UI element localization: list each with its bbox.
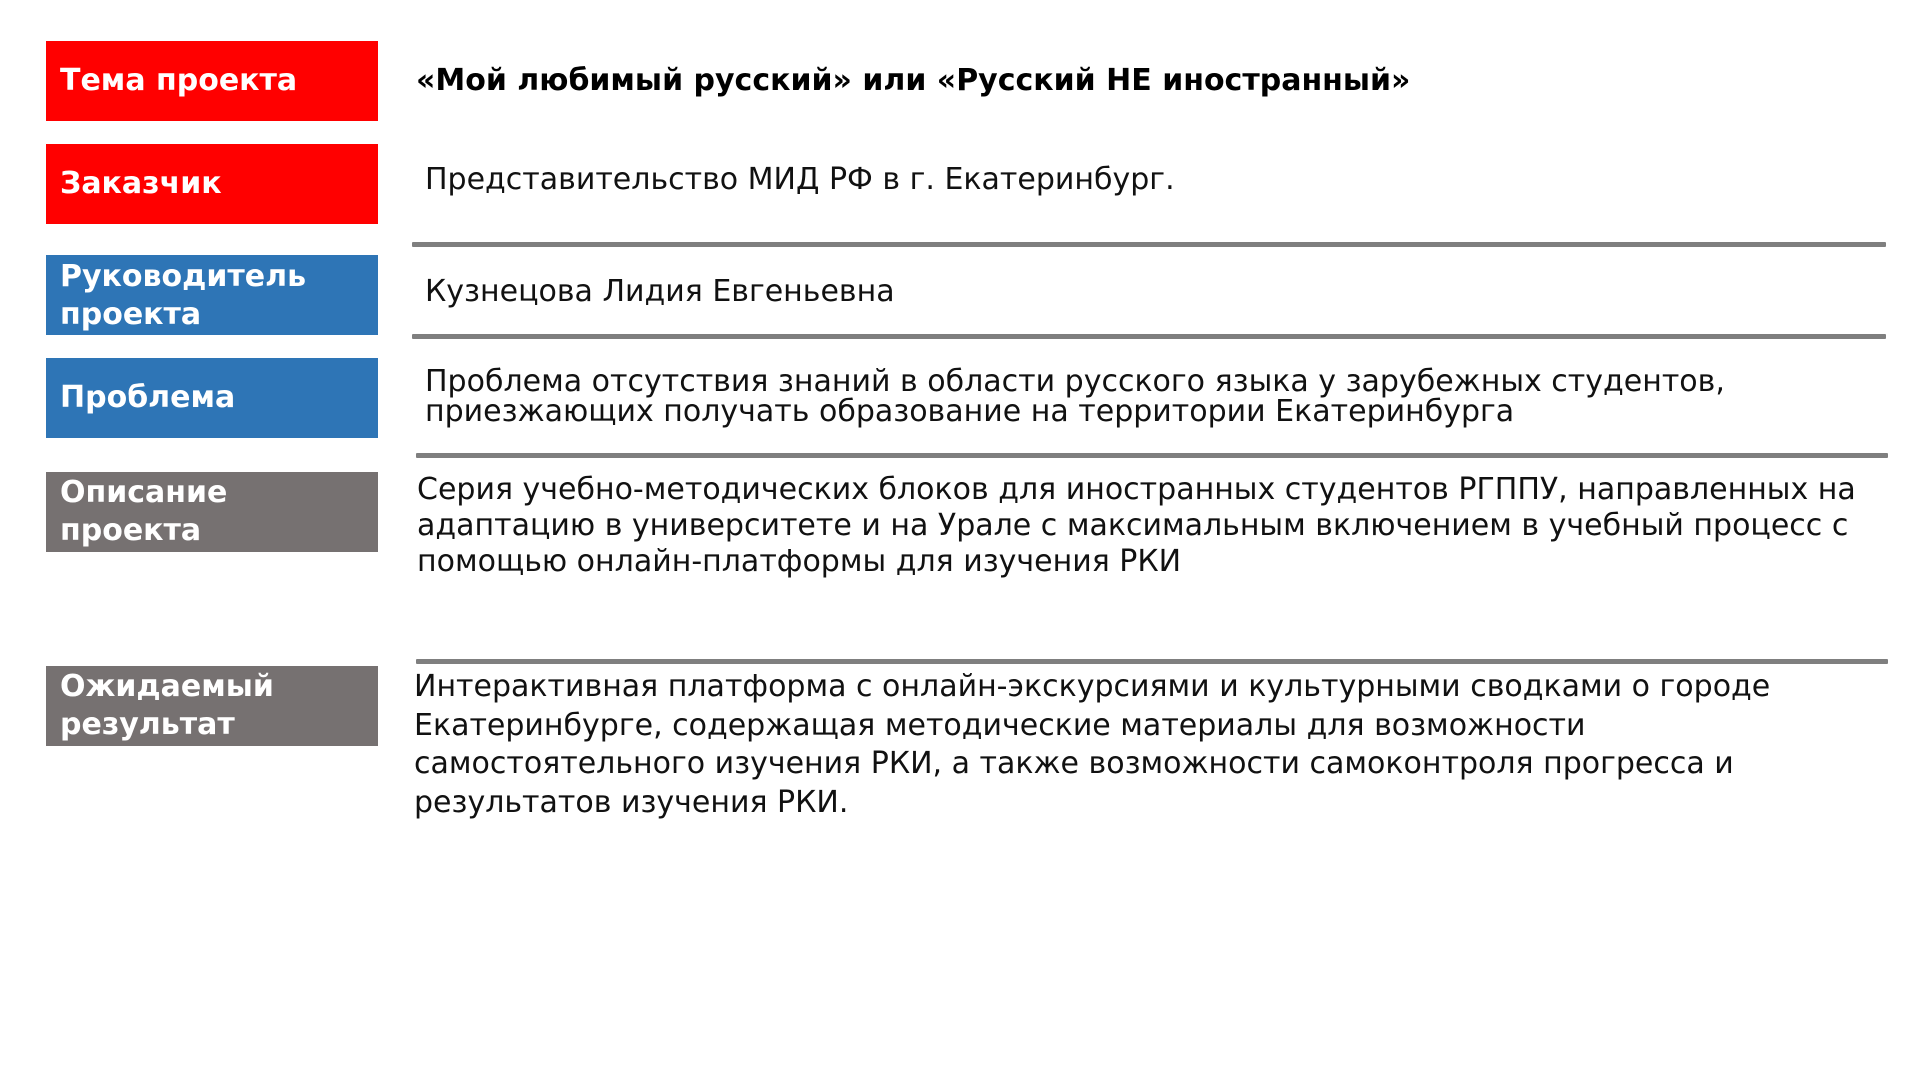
description-label: Описание проекта	[60, 475, 228, 548]
problem-value: Проблема отсутствия знаний в области русского языка у зарубежных студентов, приезжающих получать образование на территории Екатеринбурга	[425, 364, 1725, 429]
description-value: Серия учебно-методических блоков для иностранных студентов РГППУ, направленных на адаптацию в университете и на Урале с максимальным включением в учебный процесс с помощью онлайн-платформы для изучения РКИ	[417, 472, 1856, 579]
divider	[416, 659, 1888, 664]
divider	[412, 242, 1886, 247]
customer-label-box	[46, 144, 378, 224]
customer-value: Представительство МИД РФ в г. Екатеринбург.	[425, 162, 1175, 197]
leader-label: Руководитель проекта	[60, 259, 307, 332]
topic-label: Тема проекта	[60, 63, 298, 98]
topic-label-box	[46, 41, 378, 121]
result-label-box	[46, 666, 378, 746]
topic-value: «Мой любимый русский» или «Русский НЕ иностранный»	[416, 63, 1411, 98]
result-value: Интерактивная платформа с онлайн-экскурсиями и культурными сводками о городе Екатеринбурге, содержащая методические материалы для возможности самостоятельного изучения РКИ, а также возможности самоконтроля прогресса и результатов изучения РКИ.	[414, 669, 1771, 820]
problem-label: Проблема	[60, 380, 236, 415]
divider	[416, 453, 1888, 458]
leader-value: Кузнецова Лидия Евгеньевна	[425, 274, 895, 309]
leader-label-box	[46, 255, 378, 335]
result-label: Ожидаемый результат	[60, 669, 274, 742]
customer-label: Заказчик	[60, 166, 222, 201]
description-label-box	[46, 472, 378, 552]
divider	[412, 334, 1886, 339]
problem-label-box	[46, 358, 378, 438]
